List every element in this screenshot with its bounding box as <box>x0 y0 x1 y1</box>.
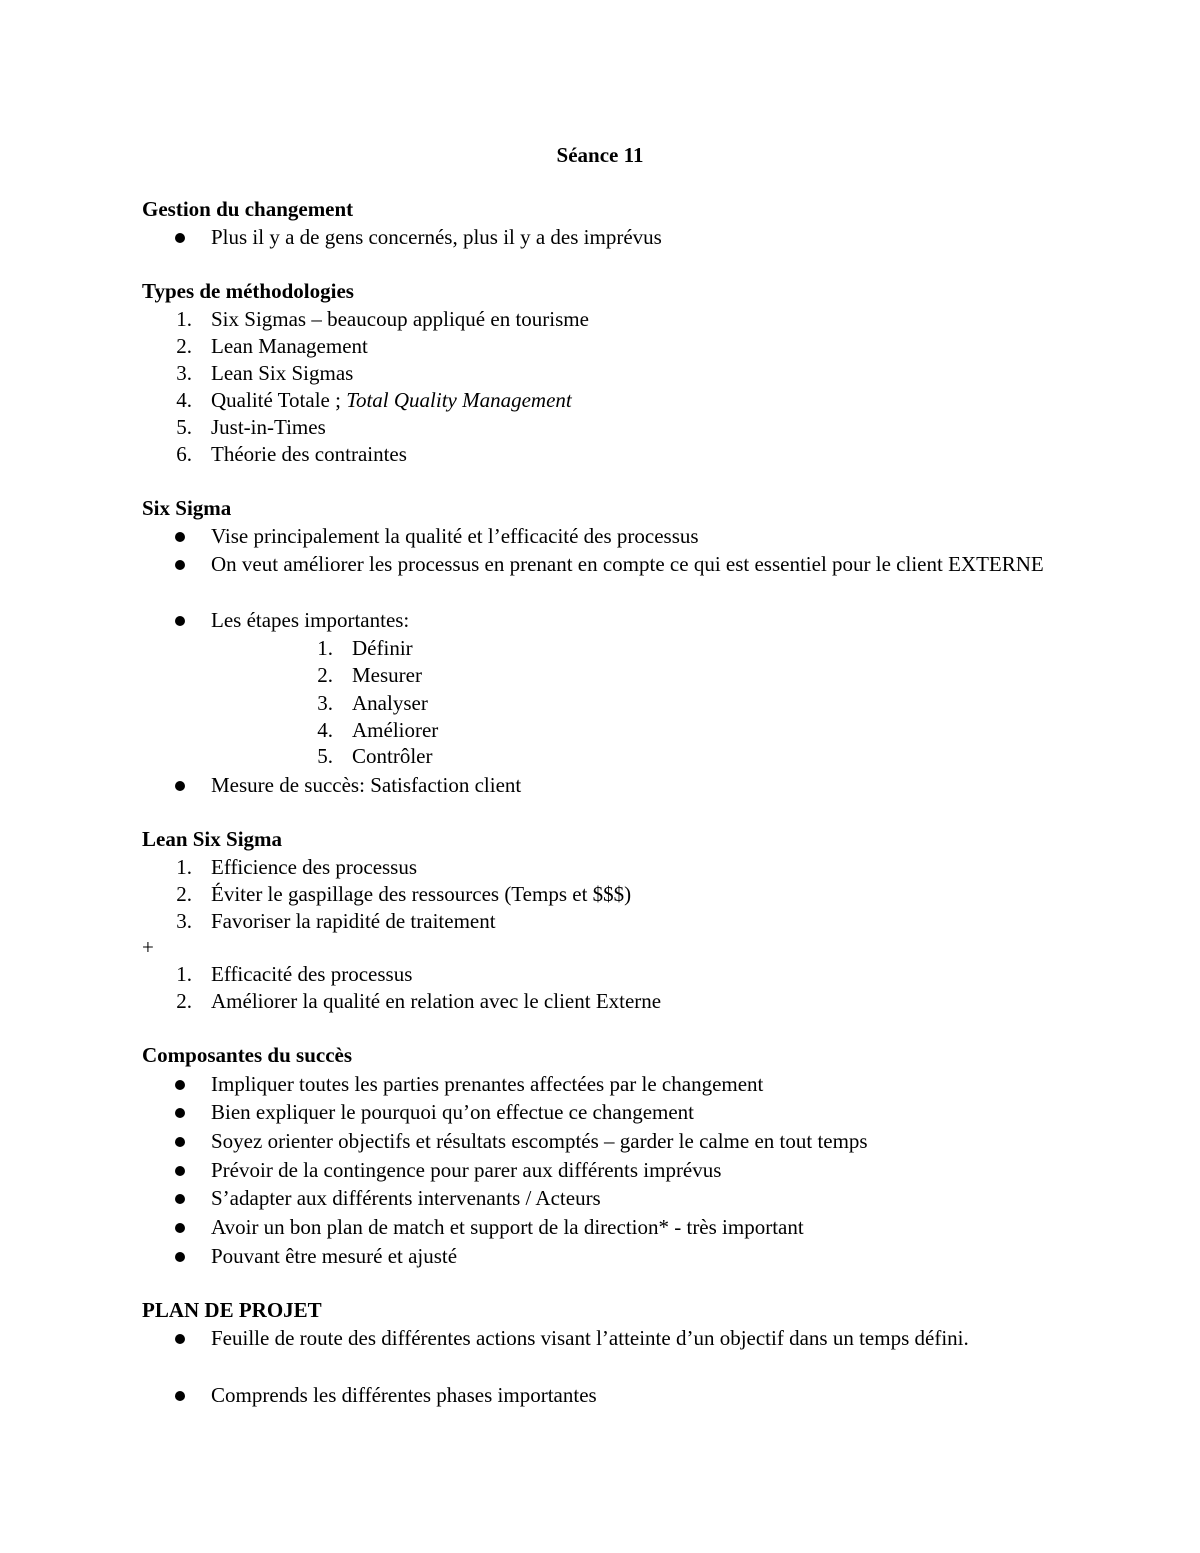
page-title: Séance 11 <box>556 143 644 167</box>
heading-gestion: Gestion du changement <box>142 197 354 221</box>
bullet-icon <box>175 1108 185 1118</box>
heading-six-sigma: Six Sigma <box>142 496 232 520</box>
bullet-icon <box>175 1334 185 1344</box>
heading-lean-six-sigma: Lean Six Sigma <box>142 827 283 851</box>
bullet-icon <box>175 1223 185 1233</box>
heading-composantes: Composantes du succès <box>142 1043 353 1067</box>
heading-plan-de-projet: PLAN DE PROJET <box>142 1298 322 1322</box>
document-page: Séance 11 Gestion du changement Plus il y a de gens concernés, plus il y a des imprévus Types de méthodologies 1. Six Sigmas – beaucoup appliqué en tourisme 2. Lean Management 3. Lean Six Sigmas 4. Qualité Totale ; Total Quality Management 5. Just-in-Times 6. Théorie des contraintes Six Sigma Vise principalement la qualité et l’efficacité des processus On veut améliorer les processus en prenant en compte ce qui est essentiel pour le client EXTERNE Les étapes importantes: 1. Définir 2. Mesurer 3. Analyser 4. Améliorer 5. Contrôler Mesure de succès: Satisfaction client Lean Six Sigma 1. Efficience des processus 2. Éviter le gaspillage des ressources (Temps et $$$) 3. Favoriser la rapidité de traitement + 1. Efficacité des processus 2. Améliorer la qualité en relation avec le client Externe Composantes du succès Impliquer toutes les parties prenantes affectées par le changement Bien expliquer le pourquoi qu’on effectue ce changement Soyez orienter objectifs et résultats escomptés – garder le calme en tout temps Prévoir de la contingence pour parer aux différents imprévus S’adapter aux différents intervenants / Acteurs Avoir un bon plan de match et support de la direction* - très important Pouvant être mesuré et ajusté PLAN DE PROJET Feuille de route des différentes actions visant l’atteinte d’un objectif dans un temps défini. Comprends les différentes phases importantes <box>0 0 1200 1553</box>
bullet-icon <box>175 233 185 243</box>
heading-types: Types de méthodologies <box>142 279 354 303</box>
bullet-icon <box>175 781 185 791</box>
list-item: Feuille de route des différentes actions visant l’atteinte d’un objectif dans un temps défini. <box>0 1325 1100 1381</box>
list-item: On veut améliorer les processus en prenant en compte ce qui est essentiel pour le client EXTERNE <box>0 551 1100 607</box>
bullet-icon <box>175 1391 185 1401</box>
bullet-icon <box>175 560 185 570</box>
bullet-icon <box>175 1137 185 1147</box>
bullet-icon <box>175 1252 185 1262</box>
bullet-icon <box>175 1166 185 1176</box>
bullet-icon <box>175 1080 185 1090</box>
bullet-icon <box>175 1194 185 1204</box>
bullet-icon <box>175 532 185 542</box>
bullet-icon <box>175 616 185 626</box>
